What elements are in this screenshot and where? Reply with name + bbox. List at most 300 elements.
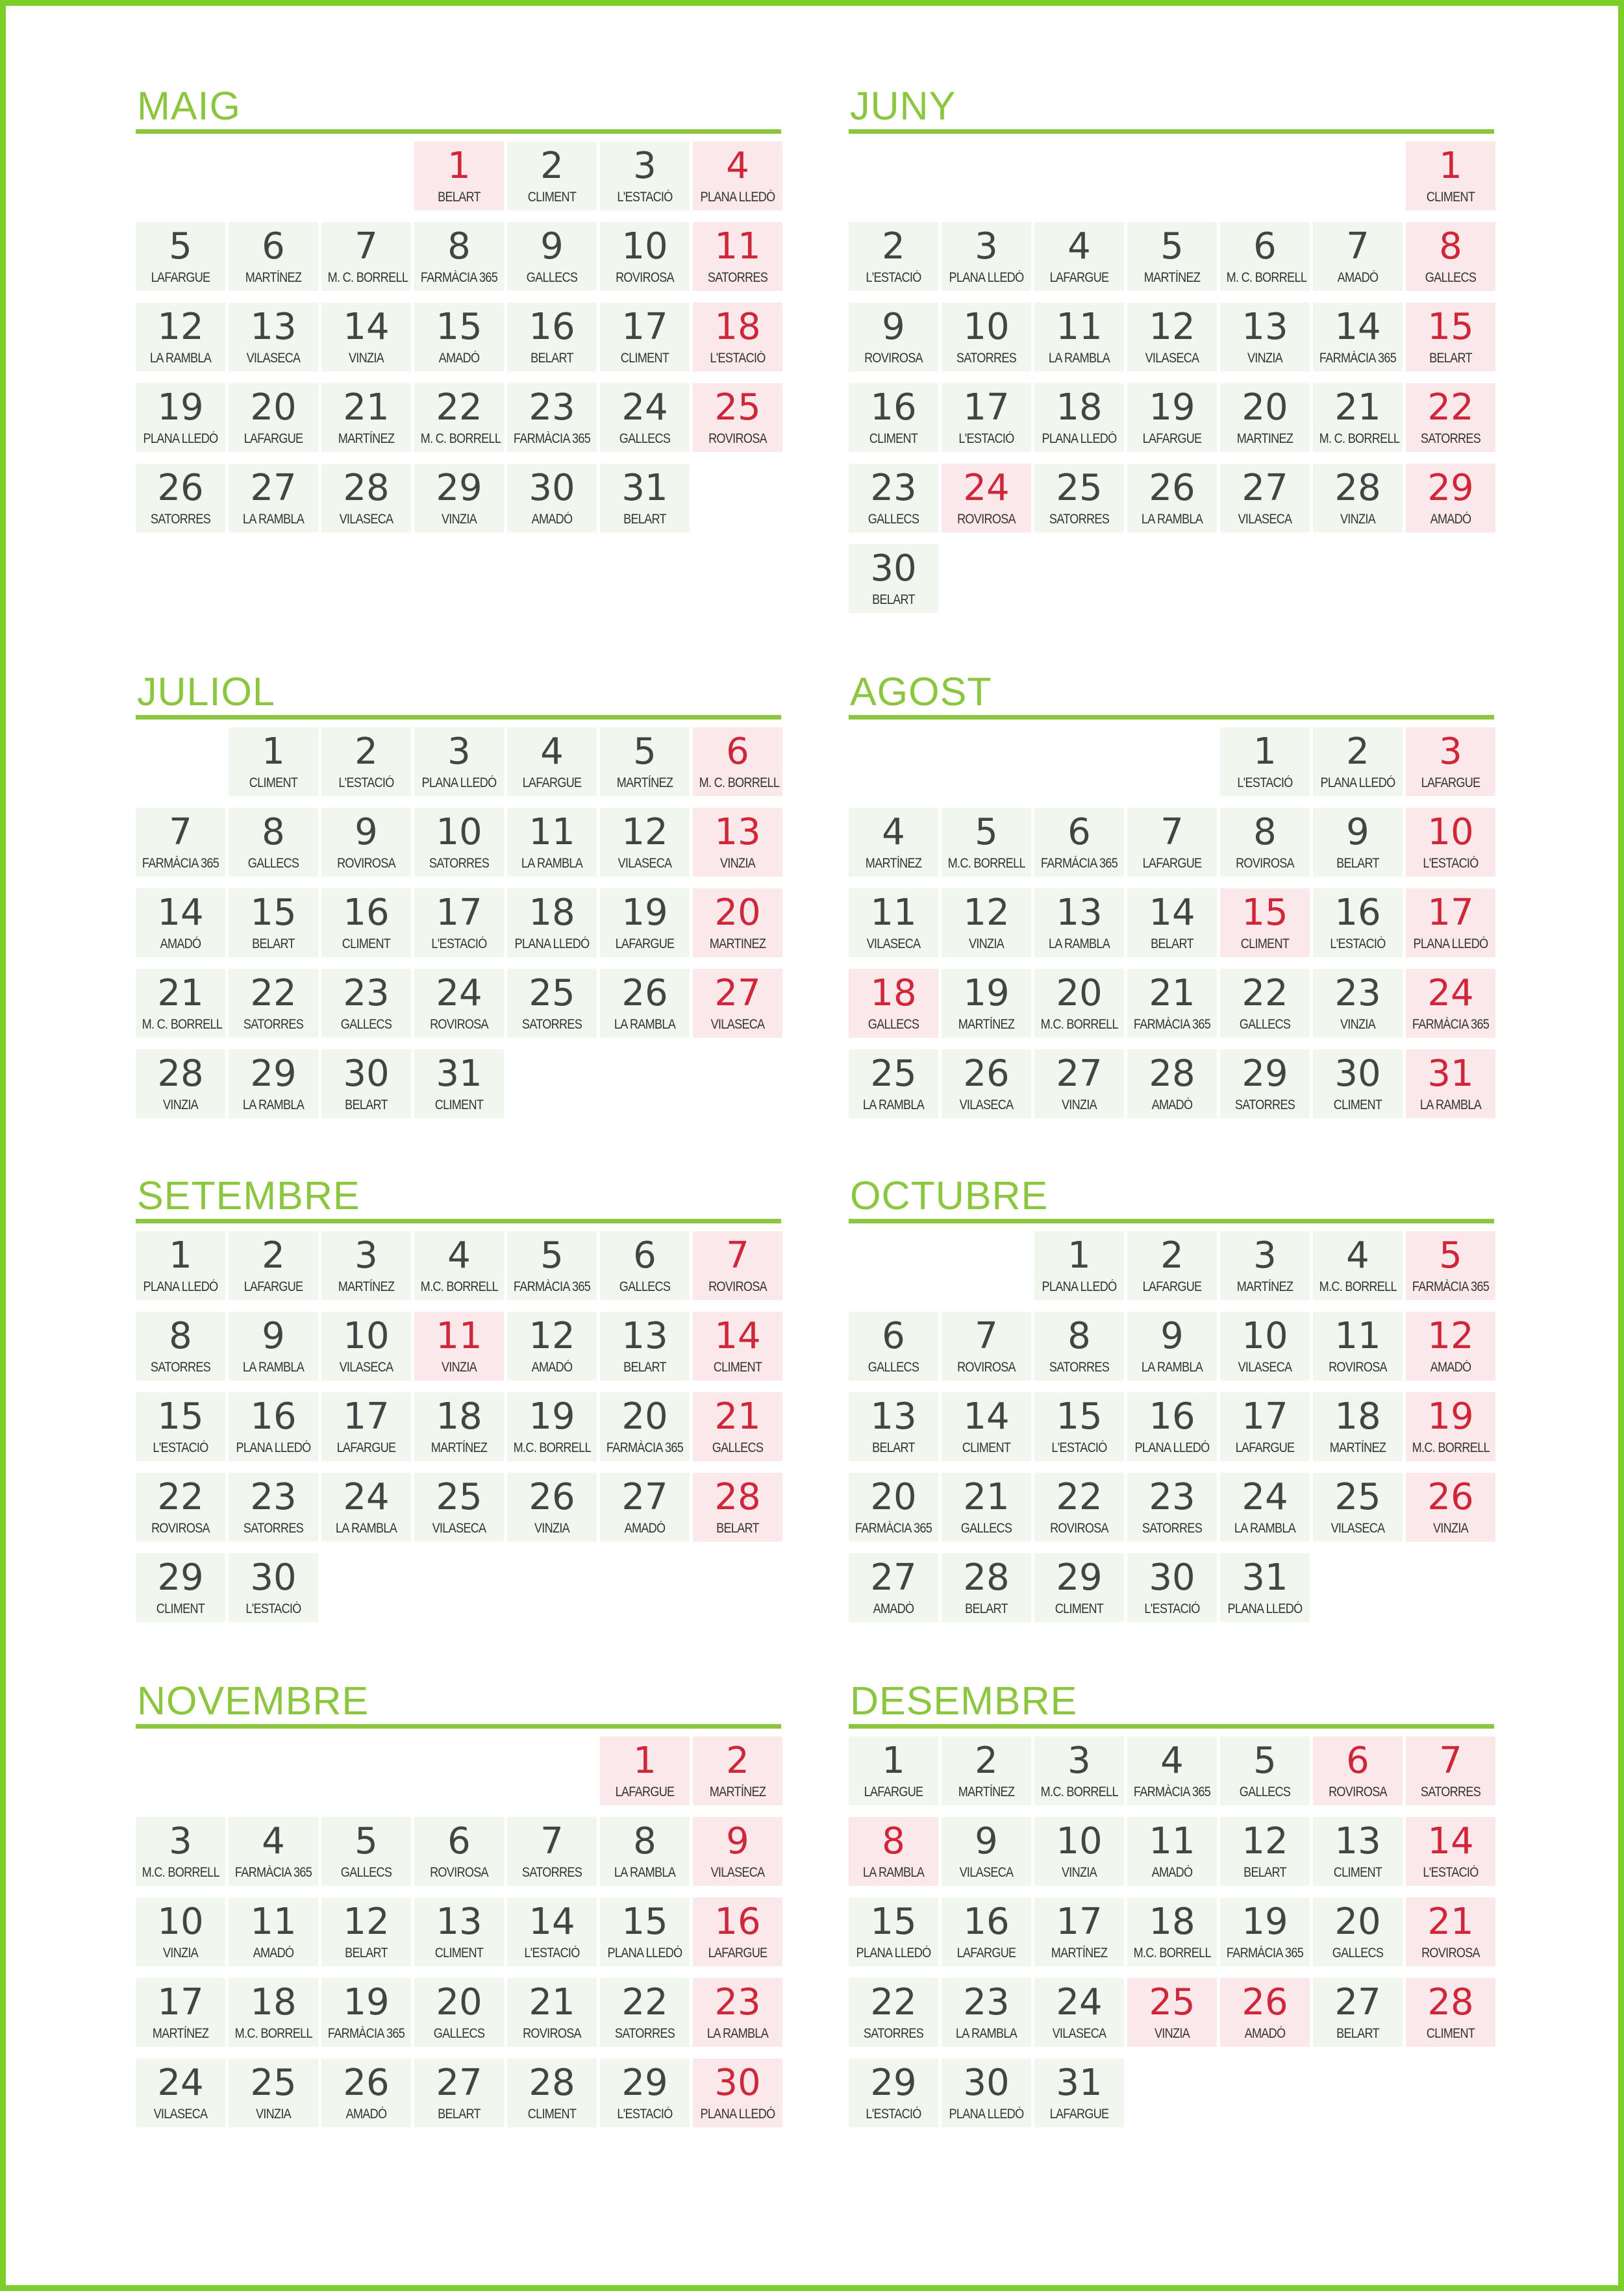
day-cell [600, 1392, 690, 1461]
day-cell [1313, 1897, 1403, 1966]
day-cell [1406, 727, 1495, 796]
pharmacy-name: CLIMENT [249, 775, 298, 790]
day-cell [229, 1049, 318, 1118]
day-cell [1406, 1049, 1495, 1118]
day-cell [1127, 1049, 1217, 1118]
day-number: 3 [355, 1234, 378, 1277]
day-number: 12 [1149, 306, 1195, 348]
pharmacy-name: SATORRES [243, 1017, 304, 1032]
day-cell [229, 727, 318, 796]
day-cell [136, 1392, 225, 1461]
pharmacy-name: VINZIA [1061, 1865, 1097, 1880]
day-cell [414, 888, 504, 957]
day-number: 13 [621, 1315, 668, 1357]
pharmacy-name: LAFARGUE [1235, 1440, 1295, 1455]
day-number: 6 [1346, 1740, 1369, 1782]
day-cell [507, 464, 597, 532]
day-cell [1127, 1817, 1217, 1886]
pharmacy-name: SATORRES [243, 1521, 304, 1536]
day-number: 15 [1242, 892, 1288, 934]
pharmacy-name: VILASECA [1238, 512, 1292, 527]
day-number: 31 [1242, 1557, 1288, 1599]
month-grid [849, 1736, 1494, 2127]
day-cell [693, 1312, 782, 1381]
pharmacy-name: L'ESTACIÓ [958, 431, 1014, 446]
day-cell [1313, 727, 1403, 796]
day-cell [1034, 1231, 1124, 1300]
day-cell [136, 1473, 225, 1542]
day-number: 5 [540, 1234, 564, 1277]
day-number: 17 [1242, 1396, 1288, 1438]
pharmacy-name: L'ESTACIÓ [338, 775, 394, 790]
pharmacy-name: LAFARGUE [336, 1440, 396, 1455]
day-number: 5 [1253, 1740, 1277, 1782]
day-cell [1127, 222, 1217, 291]
day-number: 7 [540, 1820, 564, 1862]
day-cell [136, 1312, 225, 1381]
day-cell [321, 1392, 411, 1461]
day-number: 16 [963, 1901, 1010, 1943]
pharmacy-name: AMADÓ [345, 2107, 387, 2122]
day-cell [600, 1231, 690, 1300]
day-cell [1220, 464, 1310, 532]
day-number: 5 [633, 731, 656, 773]
day-number: 6 [262, 225, 285, 268]
day-number: 6 [882, 1315, 905, 1357]
day-number: 10 [963, 306, 1010, 348]
pharmacy-name: PLANA LLEDÓ [421, 775, 497, 790]
day-number: 17 [1427, 892, 1474, 934]
pharmacy-name: ROVIROSA [430, 1017, 488, 1032]
day-number: 14 [963, 1396, 1010, 1438]
day-cell [321, 1473, 411, 1542]
day-number: 19 [343, 1981, 390, 2023]
pharmacy-name: GALLECS [1425, 270, 1477, 285]
pharmacy-name: M.C. BORRELL [1133, 1946, 1211, 1960]
day-cell [1034, 808, 1124, 877]
day-cell [1127, 1312, 1217, 1381]
day-cell [942, 383, 1031, 452]
day-number: 25 [436, 1476, 482, 1518]
day-number: 9 [726, 1820, 749, 1862]
day-cell [1034, 1473, 1124, 1542]
day-cell [136, 2059, 225, 2127]
day-number: 11 [714, 225, 761, 268]
pharmacy-name: M. C. BORRELL [142, 1017, 223, 1032]
day-number: 23 [529, 386, 575, 429]
day-cell [229, 1473, 318, 1542]
day-cell [1220, 303, 1310, 371]
pharmacy-name: CLIMENT [156, 1601, 205, 1616]
day-cell [693, 1897, 782, 1966]
day-number: 13 [1056, 892, 1103, 934]
day-number: 3 [633, 145, 656, 187]
pharmacy-name: PLANA LLEDÓ [949, 2107, 1024, 2122]
day-number: 6 [726, 731, 749, 773]
day-cell [1313, 808, 1403, 877]
day-number: 1 [262, 731, 285, 773]
day-cell [1220, 808, 1310, 877]
month-divider [136, 715, 781, 720]
pharmacy-name: LA RAMBLA [1141, 1360, 1203, 1375]
day-cell [507, 888, 597, 957]
day-number: 28 [529, 2062, 575, 2104]
day-number: 19 [621, 892, 668, 934]
day-cell [1034, 1736, 1124, 1805]
pharmacy-name: MARTINEZ [1236, 431, 1293, 446]
day-cell [849, 1473, 938, 1542]
day-number: 21 [343, 386, 390, 429]
pharmacy-name: VINZIA [348, 351, 384, 366]
day-cell [1034, 1312, 1124, 1381]
day-cell [1220, 1736, 1310, 1805]
day-number: 8 [262, 811, 285, 853]
day-number: 23 [343, 972, 390, 1014]
pharmacy-name: VINZIA [719, 856, 756, 871]
day-number: 15 [250, 892, 297, 934]
month-title: DESEMBRE [850, 1679, 1078, 1723]
day-number: 25 [870, 1053, 917, 1095]
day-cell [414, 1392, 504, 1461]
month-divider [849, 715, 1494, 720]
pharmacy-name: AMADÓ [1151, 1865, 1193, 1880]
pharmacy-name: BELART [872, 592, 915, 607]
day-cell [1220, 1978, 1310, 2047]
pharmacy-name: FARMÀCIA 365 [142, 856, 219, 871]
day-number: 26 [343, 2062, 390, 2104]
day-cell [1127, 969, 1217, 1038]
day-number: 2 [262, 1234, 285, 1277]
month-grid [849, 727, 1494, 1118]
day-cell [507, 1978, 597, 2047]
month-novembre [136, 1681, 781, 2127]
day-number: 30 [250, 1557, 297, 1599]
day-cell [414, 1897, 504, 1966]
pharmacy-name: SATORRES [1142, 1521, 1203, 1536]
month-title: NOVEMBRE [137, 1679, 369, 1723]
pharmacy-name: VINZIA [1154, 2026, 1190, 2041]
day-cell [1220, 1312, 1310, 1381]
day-number: 3 [169, 1820, 192, 1862]
day-cell [136, 464, 225, 532]
day-number: 27 [621, 1476, 668, 1518]
day-cell [229, 1231, 318, 1300]
pharmacy-name: FARMÀCIA 365 [1412, 1017, 1490, 1032]
day-number: 15 [621, 1901, 668, 1943]
pharmacy-name: BELART [965, 1601, 1008, 1616]
day-cell [414, 1049, 504, 1118]
day-number: 8 [882, 1820, 905, 1862]
pharmacy-name: M.C. BORRELL [1412, 1440, 1490, 1455]
pharmacy-name: L'ESTACIÓ [617, 190, 673, 205]
day-number: 8 [169, 1315, 192, 1357]
day-cell [600, 1473, 690, 1542]
day-cell [414, 727, 504, 796]
day-number: 21 [1427, 1901, 1474, 1943]
day-number: 14 [157, 892, 204, 934]
pharmacy-name: ROVIROSA [1329, 1784, 1387, 1799]
pharmacy-name: VINZIA [1061, 1097, 1097, 1112]
day-number: 4 [1346, 1234, 1369, 1277]
day-cell [321, 1312, 411, 1381]
day-number: 12 [1242, 1820, 1288, 1862]
pharmacy-name: AMADÓ [253, 1946, 294, 1960]
pharmacy-name: VINZIA [162, 1097, 199, 1112]
day-number: 11 [870, 892, 917, 934]
day-cell [229, 1897, 318, 1966]
day-number: 12 [1427, 1315, 1474, 1357]
day-number: 29 [621, 2062, 668, 2104]
day-number: 13 [250, 306, 297, 348]
pharmacy-name: SATORRES [1049, 512, 1110, 527]
month-juliol [136, 672, 781, 1118]
day-cell [1406, 1817, 1495, 1886]
day-number: 22 [250, 972, 297, 1014]
day-cell [1313, 464, 1403, 532]
pharmacy-name: PLANA LLEDÓ [1042, 431, 1117, 446]
day-cell [229, 1392, 318, 1461]
day-number: 25 [1334, 1476, 1381, 1518]
day-cell [942, 303, 1031, 371]
day-cell [507, 1473, 597, 1542]
pharmacy-name: LAFARGUE [1049, 270, 1109, 285]
day-cell [229, 464, 318, 532]
pharmacy-name: MARTÍNEZ [1051, 1946, 1108, 1960]
day-number: 26 [1427, 1476, 1474, 1518]
day-cell [1406, 1473, 1495, 1542]
pharmacy-name: MARTÍNEZ [1143, 270, 1201, 285]
pharmacy-name: PLANA LLEDÓ [949, 270, 1024, 285]
pharmacy-name: MARTÍNEZ [1329, 1440, 1386, 1455]
pharmacy-name: SATORRES [1420, 1784, 1481, 1799]
day-number: 29 [250, 1053, 297, 1095]
pharmacy-name: GALLECS [712, 1440, 764, 1455]
pharmacy-name: MARTINEZ [709, 936, 766, 951]
month-divider [849, 1724, 1494, 1729]
month-title: JULIOL [137, 670, 275, 714]
day-cell [1127, 464, 1217, 532]
day-cell [507, 1392, 597, 1461]
pharmacy-name: CLIMENT [342, 936, 391, 951]
day-cell [321, 1817, 411, 1886]
pharmacy-name: M.C. BORRELL [947, 856, 1025, 871]
pharmacy-name: MARTÍNEZ [958, 1784, 1015, 1799]
day-cell [507, 383, 597, 452]
pharmacy-name: ROVIROSA [957, 1360, 1016, 1375]
day-cell [229, 969, 318, 1038]
day-cell [693, 1978, 782, 2047]
pharmacy-name: BELART [1336, 856, 1379, 871]
day-number: 11 [529, 811, 575, 853]
pharmacy-name: LA RAMBLA [1234, 1521, 1296, 1536]
month-grid [136, 727, 781, 1118]
pharmacy-name: ROVIROSA [151, 1521, 210, 1536]
day-number: 2 [540, 145, 564, 187]
day-number: 4 [262, 1820, 285, 1862]
day-cell [693, 727, 782, 796]
pharmacy-name: PLANA LLEDÓ [1134, 1440, 1210, 1455]
pharmacy-name: MARTÍNEZ [338, 1279, 395, 1294]
month-agost [849, 672, 1494, 1118]
day-cell [693, 1473, 782, 1542]
pharmacy-name: PLANA LLEDÓ [143, 431, 218, 446]
day-cell [1034, 969, 1124, 1038]
pharmacy-name: BELART [872, 1440, 915, 1455]
day-number: 16 [343, 892, 390, 934]
day-number: 5 [1439, 1234, 1462, 1277]
day-number: 13 [436, 1901, 482, 1943]
pharmacy-name: LAFARGUE [615, 936, 675, 951]
pharmacy-name: AMADÓ [1430, 512, 1471, 527]
day-cell [1220, 1231, 1310, 1300]
pharmacy-name: VILASECA [959, 1097, 1014, 1112]
pharmacy-name: LA RAMBLA [1048, 936, 1110, 951]
pharmacy-name: BELART [438, 190, 481, 205]
day-number: 5 [975, 811, 998, 853]
pharmacy-name: BELART [716, 1521, 759, 1536]
day-cell [1034, 1049, 1124, 1118]
day-cell [600, 727, 690, 796]
day-cell [414, 303, 504, 371]
pharmacy-name: M.C. BORRELL [142, 1865, 219, 1880]
day-number: 30 [343, 1053, 390, 1095]
day-number: 5 [1160, 225, 1184, 268]
day-number: 29 [157, 1557, 204, 1599]
pharmacy-name: ROVIROSA [1050, 1521, 1108, 1536]
day-cell [1406, 1392, 1495, 1461]
day-cell [136, 1049, 225, 1118]
pharmacy-name: AMADÓ [531, 1360, 573, 1375]
pharmacy-name: AMADÓ [438, 351, 480, 366]
day-cell [1220, 1897, 1310, 1966]
day-number: 24 [1242, 1476, 1288, 1518]
day-cell [321, 808, 411, 877]
month-divider [849, 129, 1494, 134]
day-number: 24 [436, 972, 482, 1014]
month-maig [136, 86, 781, 532]
day-cell [414, 222, 504, 291]
month-grid [136, 142, 781, 532]
pharmacy-name: BELART [623, 1360, 666, 1375]
day-cell [1127, 303, 1217, 371]
pharmacy-name: LAFARGUE [956, 1946, 1016, 1960]
pharmacy-name: M. C. BORRELL [699, 775, 780, 790]
pharmacy-name: L'ESTACIÓ [1051, 1440, 1107, 1455]
day-cell [942, 888, 1031, 957]
day-number: 31 [1427, 1053, 1474, 1095]
day-number: 27 [1242, 467, 1288, 509]
day-cell [600, 142, 690, 210]
day-cell [1406, 1231, 1495, 1300]
day-number: 25 [714, 386, 761, 429]
pharmacy-name: AMADÓ [1337, 270, 1379, 285]
pharmacy-name: ROVIROSA [523, 2026, 581, 2041]
pharmacy-name: M.C. BORRELL [234, 2026, 312, 2041]
pharmacy-name: GALLECS [868, 512, 919, 527]
day-cell [507, 222, 597, 291]
pharmacy-name: FARMÀCIA 365 [513, 1279, 591, 1294]
day-cell [1127, 888, 1217, 957]
day-number: 31 [621, 467, 668, 509]
day-cell [136, 1817, 225, 1886]
day-cell [321, 464, 411, 532]
day-number: 16 [870, 386, 917, 429]
day-number: 21 [529, 1981, 575, 2023]
month-grid [849, 142, 1494, 613]
pharmacy-name: AMADÓ [531, 512, 573, 527]
day-number: 24 [963, 467, 1010, 509]
day-cell [942, 969, 1031, 1038]
day-number: 17 [621, 306, 668, 348]
pharmacy-name: L'ESTACIÓ [1237, 775, 1293, 790]
pharmacy-name: VINZIA [255, 2107, 292, 2122]
day-cell [693, 808, 782, 877]
day-cell [1127, 1736, 1217, 1805]
pharmacy-name: GALLECS [1239, 1784, 1291, 1799]
day-cell [1313, 1312, 1403, 1381]
day-number: 7 [1346, 225, 1369, 268]
day-cell [849, 1312, 938, 1381]
day-number: 2 [726, 1740, 749, 1782]
day-cell [1220, 969, 1310, 1038]
day-cell [849, 464, 938, 532]
day-cell [1220, 222, 1310, 291]
day-cell [1127, 383, 1217, 452]
pharmacy-name: PLANA LLEDÓ [514, 936, 590, 951]
pharmacy-name: VINZIA [1340, 1017, 1376, 1032]
pharmacy-name: CLIMENT [869, 431, 918, 446]
day-cell [849, 1978, 938, 2047]
pharmacy-name: ROVIROSA [864, 351, 923, 366]
day-number: 22 [1242, 972, 1288, 1014]
day-number: 27 [436, 2062, 482, 2104]
day-number: 11 [1149, 1820, 1195, 1862]
day-number: 28 [1149, 1053, 1195, 1095]
day-number: 28 [1427, 1981, 1474, 2023]
pharmacy-name: MARTÍNEZ [152, 2026, 209, 2041]
pharmacy-name: FARMÀCIA 365 [606, 1440, 684, 1455]
day-number: 10 [1056, 1820, 1103, 1862]
day-number: 9 [1160, 1315, 1184, 1357]
day-cell [600, 383, 690, 452]
day-number: 16 [529, 306, 575, 348]
day-number: 16 [1149, 1396, 1195, 1438]
day-number: 16 [250, 1396, 297, 1438]
month-setembre [136, 1173, 781, 1622]
day-number: 17 [436, 892, 482, 934]
day-number: 28 [343, 467, 390, 509]
day-cell [1034, 1553, 1124, 1622]
pharmacy-name: SATORRES [863, 2026, 924, 2041]
day-number: 26 [1242, 1981, 1288, 2023]
pharmacy-name: FARMÀCIA 365 [327, 2026, 405, 2041]
pharmacy-name: SATORRES [150, 1360, 211, 1375]
day-number: 21 [1149, 972, 1195, 1014]
pharmacy-name: AMADÓ [1430, 1360, 1471, 1375]
day-cell [1313, 969, 1403, 1038]
pharmacy-name: LAFARGUE [1142, 431, 1202, 446]
day-number: 1 [633, 1740, 656, 1782]
day-number: 19 [529, 1396, 575, 1438]
day-cell [1034, 888, 1124, 957]
day-number: 20 [714, 892, 761, 934]
pharmacy-name: SATORRES [521, 1017, 582, 1032]
day-cell [1220, 1473, 1310, 1542]
pharmacy-name: LAFARGUE [522, 775, 582, 790]
pharmacy-name: LA RAMBLA [1141, 512, 1203, 527]
day-cell [849, 1817, 938, 1886]
day-cell [1127, 1978, 1217, 2047]
